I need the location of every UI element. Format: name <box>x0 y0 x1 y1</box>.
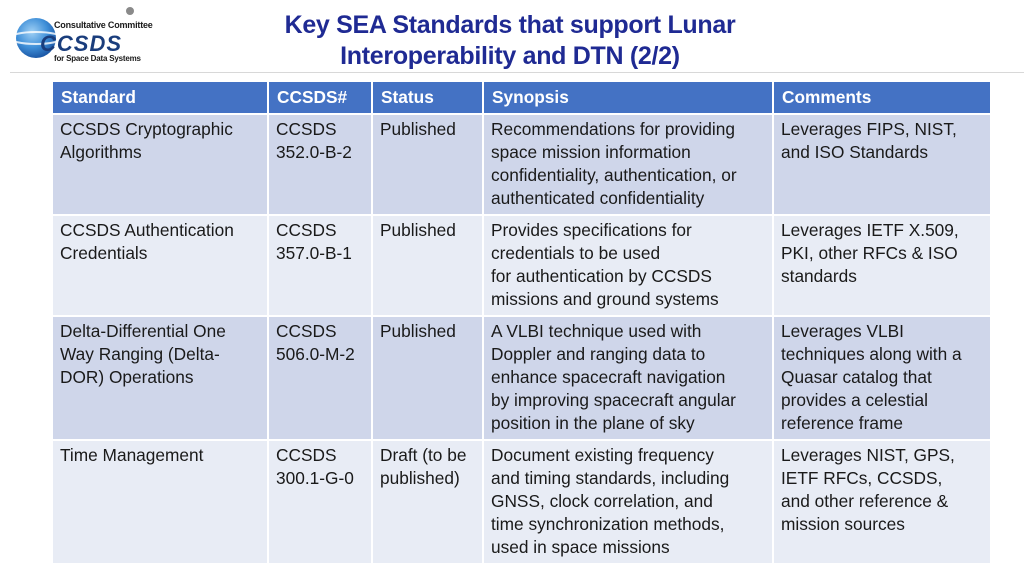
table-row <box>52 114 991 215</box>
page-title <box>220 10 800 72</box>
header-standard: Standard <box>52 82 268 114</box>
cell-line: PKI, other RFCs & ISO <box>781 243 958 263</box>
cell-line: Way Ranging (Delta- <box>60 344 220 364</box>
cell-line: standards <box>781 266 857 286</box>
title-divider <box>10 72 1024 73</box>
cell-ccsds-number <box>268 316 372 440</box>
cell-line: confidentiality, authentication, or <box>491 165 737 185</box>
cell-standard <box>52 440 268 564</box>
logo-wordmark: CCSDS <box>40 31 123 56</box>
cell-line: 357.0-B-1 <box>276 243 352 263</box>
cell-comments <box>773 316 991 440</box>
cell-line: Published <box>380 220 456 240</box>
logo-top-line: Consultative Committee <box>54 20 153 30</box>
cell-comments <box>773 440 991 564</box>
cell-line: used in space missions <box>491 537 670 557</box>
cell-line: A VLBI technique used with <box>491 321 702 341</box>
cell-line: reference frame <box>781 413 903 433</box>
cell-comments <box>773 215 991 316</box>
table-row <box>52 440 991 564</box>
cell-line: space mission information <box>491 142 691 162</box>
cell-line: and timing standards, including <box>491 468 730 488</box>
cell-synopsis <box>483 215 773 316</box>
cell-status <box>372 440 483 564</box>
satellite-dot-icon <box>125 6 135 16</box>
cell-line: missions and ground systems <box>491 289 719 309</box>
cell-line: for authentication by CCSDS <box>491 266 712 286</box>
cell-standard <box>52 114 268 215</box>
cell-line: CCSDS <box>276 119 337 139</box>
cell-line: authenticated confidentiality <box>491 188 705 208</box>
cell-line: Document existing frequency <box>491 445 714 465</box>
table-row <box>52 215 991 316</box>
cell-line: GNSS, clock correlation, and <box>491 491 713 511</box>
cell-line: and other reference & <box>781 491 949 511</box>
cell-line: by improving spacecraft angular <box>491 390 736 410</box>
cell-status <box>372 114 483 215</box>
header-comments: Comments <box>773 82 991 114</box>
cell-line: IETF RFCs, CCSDS, <box>781 468 943 488</box>
table-header-row <box>52 82 991 114</box>
cell-status <box>372 316 483 440</box>
cell-ccsds-number <box>268 215 372 316</box>
cell-line: Leverages FIPS, NIST, <box>781 119 957 139</box>
cell-line: Draft (to be <box>380 445 467 465</box>
cell-line: CCSDS <box>276 321 337 341</box>
cell-line: CCSDS Authentication <box>60 220 234 240</box>
cell-line: Time Management <box>60 445 204 465</box>
ccsds-logo <box>12 6 152 66</box>
header-ccsds-number: CCSDS# <box>268 82 372 114</box>
cell-line: DOR) Operations <box>60 367 194 387</box>
cell-ccsds-number <box>268 440 372 564</box>
standards-table <box>51 82 992 565</box>
cell-ccsds-number <box>268 114 372 215</box>
cell-line: Published <box>380 321 456 341</box>
cell-synopsis <box>483 440 773 564</box>
cell-comments <box>773 114 991 215</box>
cell-standard <box>52 215 268 316</box>
cell-line: published) <box>380 468 460 488</box>
cell-line: Doppler and ranging data to <box>491 344 706 364</box>
cell-line: enhance spacecraft navigation <box>491 367 726 387</box>
cell-status <box>372 215 483 316</box>
cell-line: provides a celestial <box>781 390 928 410</box>
cell-line: credentials to be used <box>491 243 661 263</box>
cell-line: time synchronization methods, <box>491 514 725 534</box>
cell-line: CCSDS <box>276 445 337 465</box>
header-status: Status <box>372 82 483 114</box>
cell-synopsis <box>483 316 773 440</box>
logo-bottom-line: for Space Data Systems <box>54 54 141 63</box>
cell-line: techniques along with a <box>781 344 962 364</box>
cell-line: CCSDS Cryptographic <box>60 119 233 139</box>
cell-line: Leverages IETF X.509, <box>781 220 959 240</box>
cell-line: Published <box>380 119 456 139</box>
cell-line: Delta-Differential One <box>60 321 226 341</box>
header-synopsis: Synopsis <box>483 82 773 114</box>
cell-line: Provides specifications for <box>491 220 692 240</box>
title-line-2: Interoperability and DTN (2/2) <box>340 42 680 70</box>
cell-synopsis <box>483 114 773 215</box>
cell-line: 506.0-M-2 <box>276 344 355 364</box>
cell-line: Recommendations for providing <box>491 119 735 139</box>
cell-line: Credentials <box>60 243 148 263</box>
cell-line: Leverages NIST, GPS, <box>781 445 955 465</box>
cell-line: Leverages VLBI <box>781 321 904 341</box>
cell-line: CCSDS <box>276 220 337 240</box>
cell-line: and ISO Standards <box>781 142 928 162</box>
cell-line: 300.1-G-0 <box>276 468 354 488</box>
cell-line: Algorithms <box>60 142 142 162</box>
cell-line: Quasar catalog that <box>781 367 932 387</box>
table-row <box>52 316 991 440</box>
cell-line: mission sources <box>781 514 905 534</box>
cell-line: position in the plane of sky <box>491 413 695 433</box>
cell-standard <box>52 316 268 440</box>
title-line-1: Key SEA Standards that support Lunar <box>284 11 736 39</box>
cell-line: 352.0-B-2 <box>276 142 352 162</box>
